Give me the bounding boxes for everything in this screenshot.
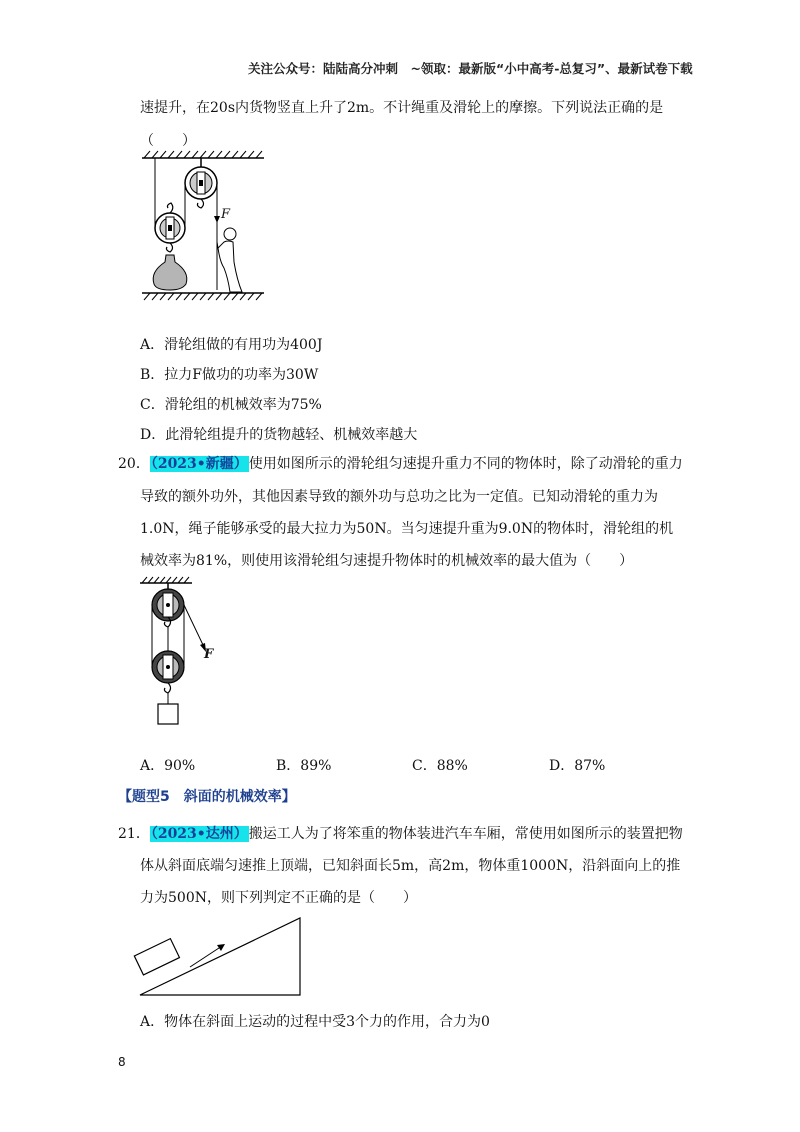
q20-text-line1: 使用如图所示的滑轮组匀速提升重力不同的物体时，除了动滑轮的重力	[248, 456, 683, 472]
q20-force-label: F	[204, 647, 214, 662]
q21-incline-figure	[135, 915, 310, 1000]
q19-option-c: C．滑轮组的机械效率为75%	[140, 397, 322, 413]
q20-number: 20．	[118, 456, 150, 472]
q20-line3: 1.0N，绳子能够承受的最大拉力为50N。当匀速提升重为9.0N的物体时，滑轮组的机	[140, 521, 674, 537]
q19-force-label: F	[221, 207, 231, 222]
q19-stem-line1: 速提升，在20s内货物竖直上升了2m。不计绳重及滑轮上的摩擦。下列说法正确的是	[140, 100, 664, 116]
q20-option-c: C．88%	[412, 758, 468, 774]
q21-option-a: A．物体在斜面上运动的过程中受3个力的作用，合力为0	[140, 1014, 490, 1030]
q20-line1	[118, 454, 683, 474]
page-number: 8	[118, 1055, 126, 1069]
q20-line4: 械效率为81%，则使用该滑轮组匀速提升物体时的机械效率的最大值为（ ）	[140, 553, 634, 569]
page-header: 关注公众号：陆陆高分冲刺 ~领取：最新版“小中高考-总复习”、最新试卷下载	[248, 61, 693, 76]
q20-source-tag: （2023•新疆）	[150, 456, 248, 472]
q21-line2: 体从斜面底端匀速推上顶端，已知斜面长5m，高2m，物体重1000N，沿斜面向上的推	[140, 858, 681, 874]
q21-number: 21．	[118, 826, 150, 842]
q21-text-line1: 搬运工人为了将笨重的物体装进汽车车厢，常使用如图所示的装置把物	[248, 826, 683, 842]
section-heading: 【题型5 斜面的机械效率】	[118, 789, 296, 805]
q20-pulley-figure	[138, 575, 228, 730]
q20-line2: 导致的额外功外，其他因素导致的额外功与总功之比为一定值。已知动滑轮的重力为	[140, 489, 658, 505]
q19-option-b: B．拉力F做功的功率为30W	[140, 367, 319, 383]
q19-option-a: A．滑轮组做的有用功为400J	[140, 337, 323, 353]
q21-line1	[118, 824, 683, 844]
q19-stem-line2: （ ）	[140, 133, 196, 149]
q21-line3: 力为500N，则下列判定不正确的是（ ）	[140, 890, 417, 906]
q19-option-d: D．此滑轮组提升的货物越轻、机械效率越大	[140, 427, 418, 443]
q20-option-b: B．89%	[276, 758, 332, 774]
q19-pulley-figure	[138, 150, 273, 312]
q21-source-tag: （2023•达州）	[150, 826, 248, 842]
q20-option-d: D．87%	[549, 758, 606, 774]
q20-option-a: A．90%	[140, 758, 196, 774]
